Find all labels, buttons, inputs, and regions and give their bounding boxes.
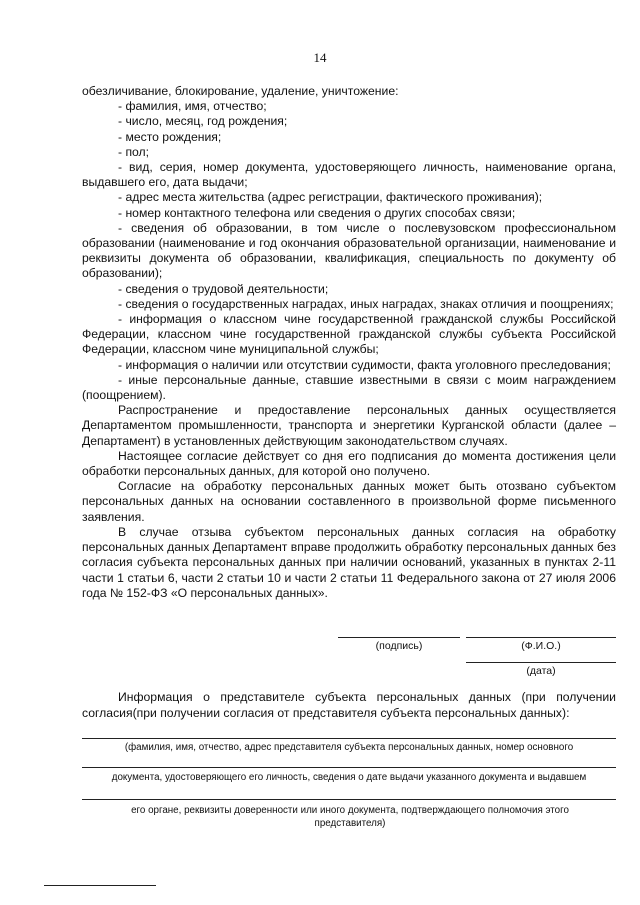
signature-label: (подпись) <box>375 640 423 652</box>
list-item-birthplace: - место рождения; <box>118 129 222 144</box>
list-item-sex: - пол; <box>118 144 150 159</box>
list-item-name: - фамилия, имя, отчество; <box>118 99 267 114</box>
fio-line[interactable] <box>466 637 616 638</box>
paragraph-validity: Настоящее согласие действует со дня его подписания до момента достижения цели обработки персональных данных, для которой оно получено. <box>82 448 616 479</box>
representative-caption-3: его органе, реквизиты доверенности или иного документа, подтверждающего полномочия этого представителя) <box>131 805 569 829</box>
representative-line-2[interactable] <box>82 767 616 768</box>
list-item-other-data: - иные персональные данные, ставшие известными в связи с моим награждением (поощрением). <box>82 372 616 403</box>
list-item-birthdate: - число, месяц, год рождения; <box>118 114 288 129</box>
footnote-rule <box>44 885 156 886</box>
page-number: 14 <box>313 50 327 65</box>
paragraph-revocation: Согласие на обработку персональных данных может быть отозвано субъектом персональных данных на основании составленного в произвольной форме письменного заявления. <box>82 479 616 524</box>
list-item-criminal-record: - информация о наличии или отсутствии судимости, факта уголовного преследования; <box>118 357 611 372</box>
paragraph-intro: обезличивание, блокирование, удаление, уничтожение: <box>82 84 399 98</box>
list-item-id-document: - вид, серия, номер документа, удостоверяющего личность, наименование органа, выдавшего его, дата выдачи; <box>82 160 616 190</box>
representative-line-1[interactable] <box>82 738 616 739</box>
list-item-address: - адрес места жительства (адрес регистрации, фактического проживания); <box>118 190 543 205</box>
list-item-awards: - сведения о государственных наградах, иных наградах, знаках отличия и поощрениях; <box>118 296 614 311</box>
representative-caption-1: (фамилия, имя, отчество, адрес представителя субъекта персональных данных, номер основного <box>124 742 574 753</box>
date-line[interactable] <box>466 662 616 663</box>
signature-line[interactable] <box>338 637 460 638</box>
list-item-class-rank: - информация о классном чине государственной гражданской службы Российской Федерации, классном чине государственной гражданской службы субъекта Российской Федерации, классном чине муниципальной службы; <box>82 312 616 357</box>
list-item-phone: - номер контактного телефона или сведения о других способах связи; <box>118 205 516 220</box>
consent-body <box>82 84 616 601</box>
representative-intro: Информация о представителе субъекта персональных данных (при получении согласия(при получении согласия от представителя субъекта персональных данных): <box>82 690 616 720</box>
list-item-employment: - сведения о трудовой деятельности; <box>118 281 329 296</box>
representative-line-3[interactable] <box>82 799 616 800</box>
list-item-education: - сведения об образовании, в том числе о послевузовском профессиональном образовании (наименование и год окончания образовательной организации, наименование и реквизиты документа об образовании, квалификация, специальность по документу об образовании); <box>82 220 616 281</box>
representative-caption-2: документа, удостоверяющего его личность, сведения о дате выдачи указанного документа и выдавшем <box>111 772 587 783</box>
date-label: (дата) <box>526 665 556 677</box>
fio-label: (Ф.И.О.) <box>521 640 561 652</box>
paragraph-after-revocation: В случае отзыва субъектом персональных данных согласия на обработку персональных данных Департамент вправе продолжить обработку персональных данных без согласия субъекта персональных данных при наличии оснований, указанных в пунктах 2-11 части 1 статьи 6, части 2 статьи 10 и части 2 статьи 11 Федерального закона от 27 июля 2006 года № 152-ФЗ «О персональных данных». <box>82 524 616 600</box>
paragraph-distribution: Распространение и предоставление персональных данных осуществляется Департаментом промышленности, транспорта и энергетики Курганской области (далее – Департамент) в установленных действующим законодательством случаях. <box>82 403 616 448</box>
